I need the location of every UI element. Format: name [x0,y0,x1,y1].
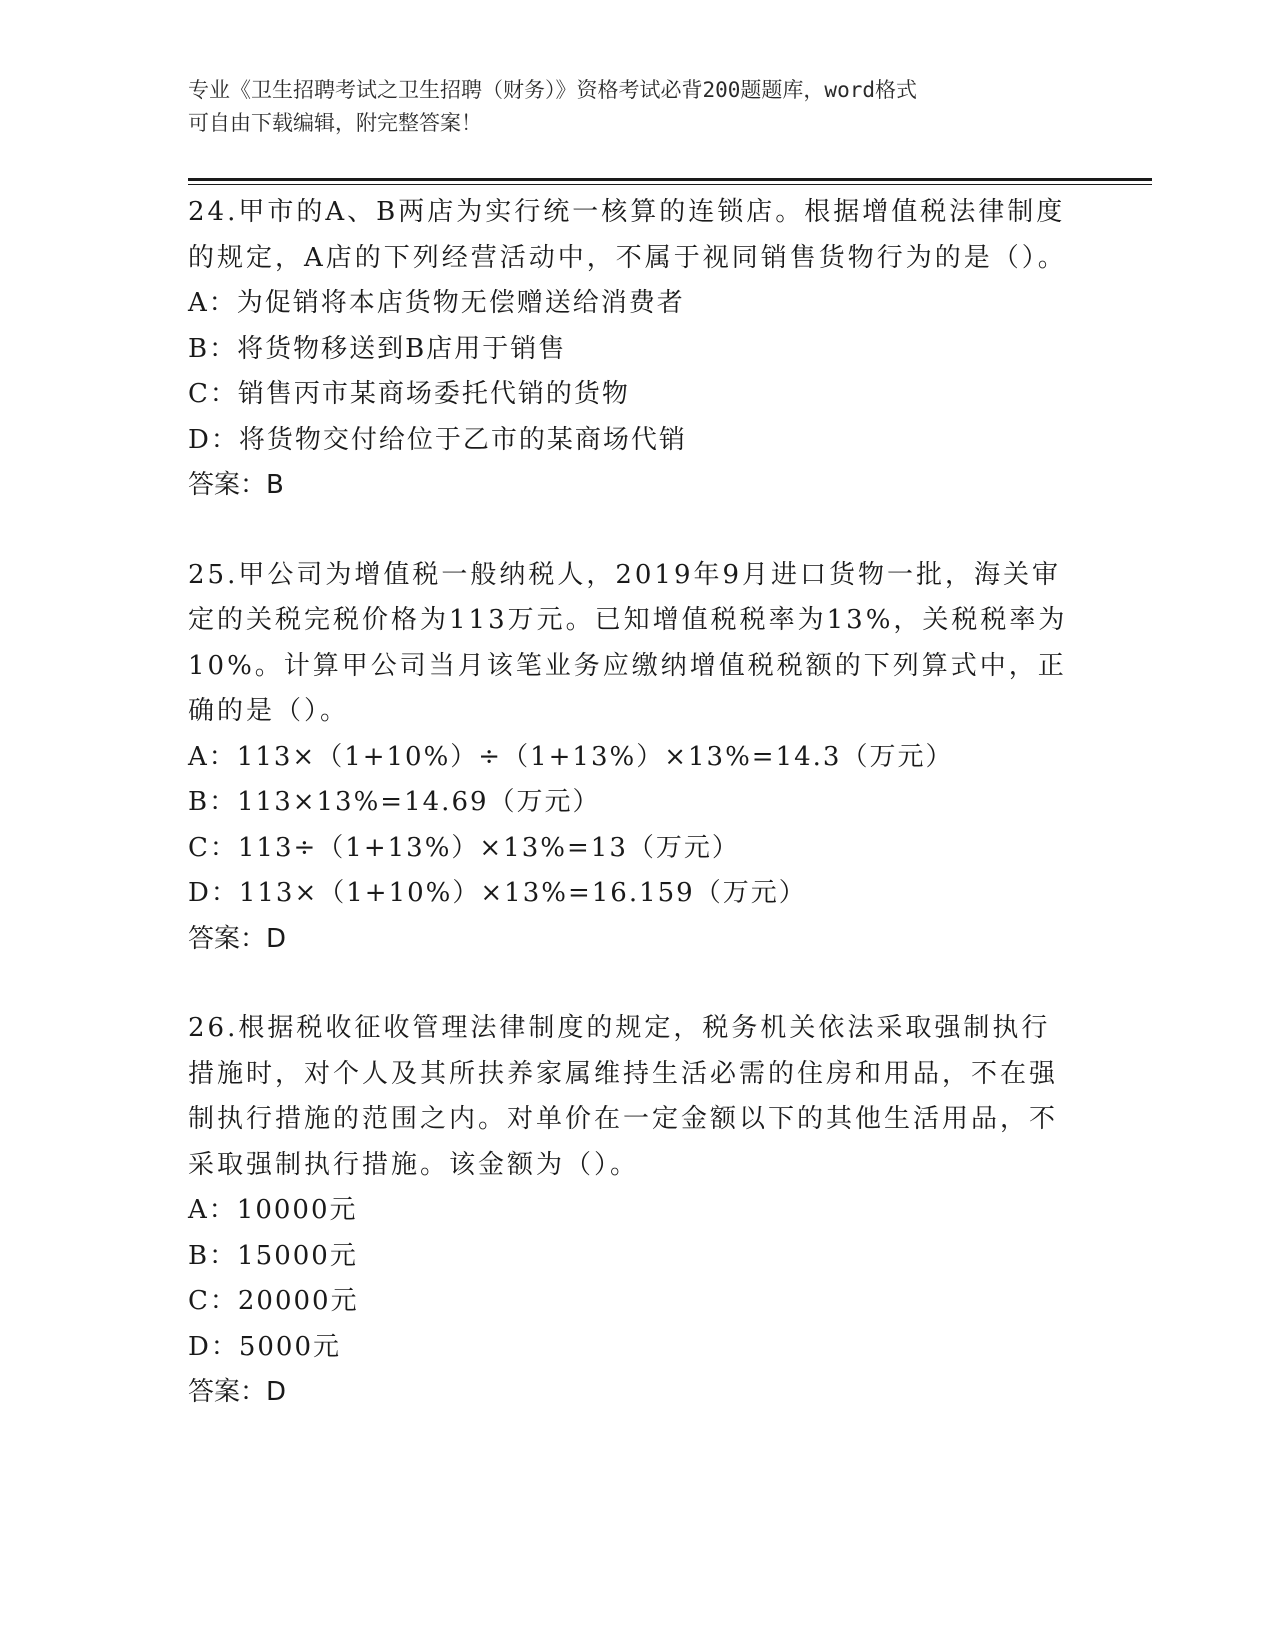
option-a: A：10000元 [188,1195,358,1225]
option-c: C：销售丙市某商场委托代销的货物 [188,379,630,409]
header-divider-thick [188,178,1152,181]
question-26 [188,1006,1088,1416]
option-c: C：20000元 [188,1286,359,1316]
option-b: B：113×13%=14.69（万元） [188,787,601,817]
option-c: C：113÷（1+13%）×13%=13（万元） [188,832,740,863]
question-24 [188,190,1088,509]
question-stem: 25.甲公司为增值税一般纳税人，2019年9月进口货物一批，海关审定的关税完税价格为113万元。已知增值税税率为13%，关税税率为10%。计算甲公司当月该笔业务应缴纳增值税税额的下列算式中，正确的是（）。 [188,559,1068,726]
question-25 [188,553,1088,963]
question-stem: 24.甲市的A、B两店为实行统一核算的连锁店。根据增值税法律制度的规定，A店的下列经营活动中，不属于视同销售货物行为的是（）。 [188,197,1067,273]
option-b: B：将货物移送到B店用于销售 [188,333,567,364]
option-d: D：5000元 [188,1331,342,1362]
option-d: D：113×（1+10%）×13%=16.159（万元） [188,878,807,908]
question-stem: 26.根据税收征收管理法律制度的规定，税务机关依法采取强制执行措施时，对个人及其所扶养家属维持生活必需的住房和用品，不在强制执行措施的范围之内。对单价在一定金额以下的其他生活用品，不采取强制执行措施。该金额为（）。 [188,1013,1059,1180]
header-line-2: 可自由下载编辑，附完整答案！ [188,111,482,135]
option-a: A：为促销将本店货物无偿赠送给消费者 [188,288,685,318]
answer: 答案：D [188,923,287,954]
question-list [188,190,1088,1460]
document-header [188,74,1078,140]
option-b: B：15000元 [188,1240,358,1271]
option-a: A：113×（1+10%）÷（1+13%）×13%=14.3（万元） [188,741,954,772]
option-d: D：将货物交付给位于乙市的某商场代销 [188,424,687,455]
header-line-1: 专业《卫生招聘考试之卫生招聘（财务）》资格考试必背200题题库，word格式 [188,78,917,102]
answer: 答案：D [188,1377,287,1407]
answer: 答案：B [188,470,284,500]
header-divider-thin [188,184,1152,185]
